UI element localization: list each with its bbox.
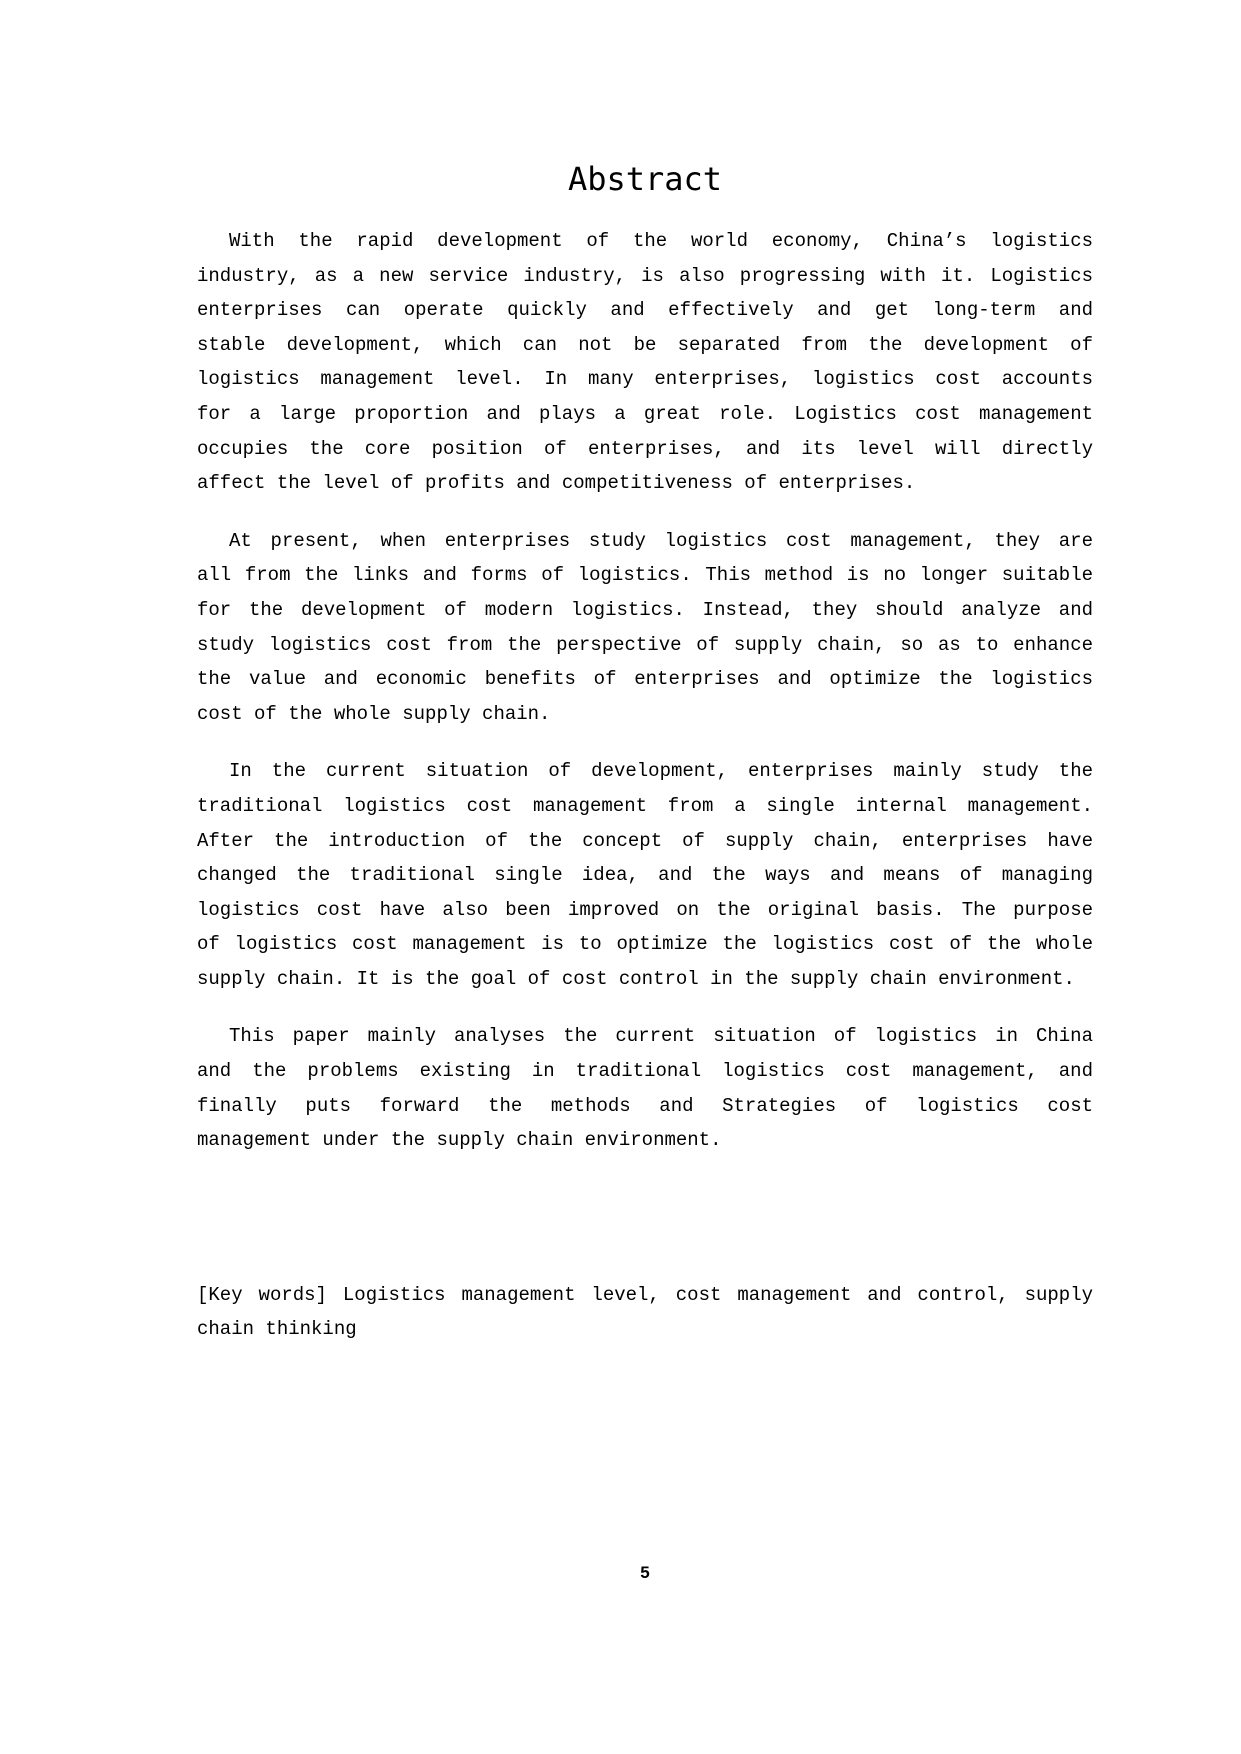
text-line: affect the level of profits and competitiveness of enterprises. bbox=[197, 472, 916, 495]
text-line: for the development of modern logistics. Instead, they should analyze and bbox=[197, 598, 1093, 621]
text-line: chain thinking bbox=[197, 1318, 357, 1341]
text-line: cost of the whole supply chain. bbox=[197, 702, 551, 725]
text-line: changed the traditional single idea, and the ways and means of managing bbox=[197, 864, 1093, 887]
text-line: logistics management level. In many enterprises, logistics cost accounts bbox=[197, 368, 1093, 391]
text-line: With the rapid development of the world economy, China’s logistics bbox=[229, 230, 1093, 252]
text-line: industry, as a new service industry, is also progressing with it. Logistics bbox=[197, 264, 1093, 287]
text-line: This paper mainly analyses the current situation of logistics in China bbox=[229, 1025, 1093, 1048]
page-title: Abstract bbox=[567, 160, 723, 198]
text-line: After the introduction of the concept of supply chain, enterprises have bbox=[197, 829, 1093, 852]
paragraph-2 bbox=[197, 524, 1093, 732]
paragraph-4 bbox=[197, 1019, 1093, 1157]
text-line: stable development, which can not be separated from the development of bbox=[197, 333, 1093, 356]
text-line: occupies the core position of enterprises, and its level will directly bbox=[197, 437, 1093, 460]
text-line: all from the links and forms of logistics. This method is no longer suitable bbox=[197, 564, 1093, 587]
text-line: finally puts forward the methods and Strategies of logistics cost bbox=[197, 1094, 1093, 1117]
text-line: of logistics cost management is to optimize the logistics cost of the whole bbox=[197, 933, 1093, 956]
abstract-section bbox=[197, 0, 1093, 1347]
text-line: and the problems existing in traditional logistics cost management, and bbox=[197, 1060, 1093, 1083]
keywords-block bbox=[197, 1278, 1093, 1347]
text-line: In the current situation of development, enterprises mainly study the bbox=[229, 760, 1093, 783]
text-line: the value and economic benefits of enterprises and optimize the logistics bbox=[197, 668, 1093, 691]
paragraph-3 bbox=[197, 754, 1093, 996]
text-line: enterprises can operate quickly and effectively and get long-term and bbox=[197, 299, 1093, 322]
text-line: [Key words] Logistics management level, cost management and control, supply bbox=[197, 1283, 1093, 1306]
text-line: supply chain. It is the goal of cost control in the supply chain environment. bbox=[197, 967, 1075, 990]
abstract-body bbox=[197, 224, 1093, 1347]
page-number: 5 bbox=[640, 1563, 650, 1582]
text-line: traditional logistics cost management from a single internal management. bbox=[197, 794, 1093, 817]
text-line: logistics cost have also been improved on the original basis. The purpose bbox=[197, 898, 1093, 921]
text-line: management under the supply chain environment. bbox=[197, 1129, 722, 1152]
paragraph-1 bbox=[197, 224, 1093, 501]
text-line: for a large proportion and plays a great role. Logistics cost management bbox=[197, 402, 1093, 425]
text-line: At present, when enterprises study logistics cost management, they are bbox=[229, 529, 1093, 552]
text-line: study logistics cost from the perspective of supply chain, so as to enhance bbox=[197, 633, 1093, 656]
